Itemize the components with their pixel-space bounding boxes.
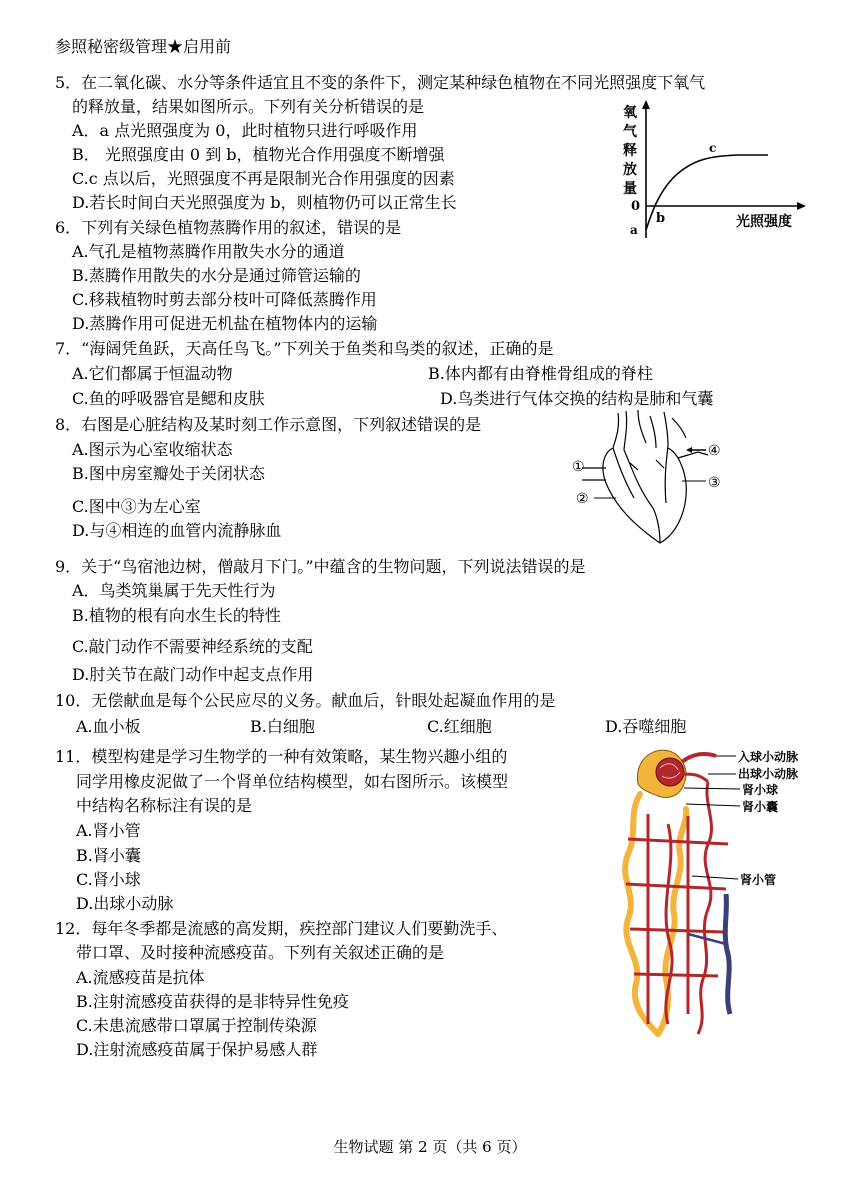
q10-option-b: B.白细胞	[250, 717, 315, 736]
q11-option-d: D.出球小动脉	[76, 894, 174, 913]
graph-ylabel-char: 放	[623, 162, 637, 178]
q6-option-c: C.移栽植物时剪去部分枝叶可降低蒸腾作用	[72, 290, 377, 309]
q11-option-b: B.肾小囊	[76, 846, 141, 865]
q8-stem: 8．右图是心脏结构及某时刻工作示意图，下列叙述错误的是	[55, 415, 482, 434]
capillary-network	[626, 782, 728, 1034]
page-footer: 生物试题 第 2 页（共 6 页）	[333, 1138, 527, 1156]
label-bowman-capsule: 肾小囊	[742, 800, 779, 814]
q6-stem: 6．下列有关绿色植物蒸腾作用的叙述，错误的是	[55, 218, 402, 237]
graph-point-a: a	[630, 223, 638, 237]
oxygen-light-graph	[618, 98, 808, 243]
q11-stem-line-2: 同学用橡皮泥做了一个肾单位结构模型，如右图所示。该模型	[76, 772, 509, 791]
q9-stem: 9．关于“鸟宿池边树，僧敲月下门。”中蕴含的生物问题，下列说法错误的是	[55, 557, 586, 576]
graph-y-arrow	[642, 100, 650, 109]
q5-option-a: A．a 点光照强度为 0，此时植物只进行呼吸作用	[72, 121, 418, 140]
q7-option-a: A.它们都属于恒温动物	[72, 364, 233, 383]
heart-diagram	[568, 408, 748, 548]
heart-label-4: ④	[708, 443, 721, 459]
q12-stem-line-2: 带口罩、及时接种流感疫苗。下列有关叙述正确的是	[76, 943, 445, 962]
graph-point-c: c	[709, 141, 717, 155]
q8-option-d: D.与④相连的血管内流静脉血	[72, 521, 282, 540]
graph-ylabel-char: 释	[623, 143, 637, 159]
label-efferent-arteriole: 出球小动脉	[738, 767, 799, 781]
q10-option-d: D.吞噬细胞	[605, 717, 687, 736]
q12-stem-line-1: 12．每年冬季都是流感的高发期，疾控部门建议人们要勤洗手、	[55, 919, 508, 938]
graph-x-arrow	[797, 202, 806, 210]
q12-option-a: A.流感疫苗是抗体	[76, 968, 205, 987]
q6-option-a: A.气孔是植物蒸腾作用散失水分的通道	[72, 242, 345, 261]
graph-point-b: b	[656, 211, 666, 226]
q5-option-b: B． 光照强度由 0 到 b，植物光合作用强度不断增强	[72, 145, 445, 164]
q11-stem-line-3: 中结构名称标注有误的是	[76, 796, 253, 815]
graph-origin-label: 0	[631, 199, 641, 214]
nephron-model-diagram	[608, 744, 818, 1049]
q5-stem-line-2: 的释放量，结果如图所示。下列有关分析错误的是	[72, 97, 425, 116]
label-tubule: 肾小管	[740, 873, 777, 887]
q8-option-a: A.图示为心室收缩状态	[72, 440, 233, 459]
q10-option-c: C.红细胞	[427, 717, 492, 736]
q9-option-c: C.敲门动作不需要神经系统的支配	[72, 637, 313, 656]
afferent-arteriole	[682, 754, 716, 762]
q11-option-a: A.肾小管	[76, 821, 141, 840]
graph-x-label: 光照强度	[736, 214, 792, 230]
confidentiality-header: 参照秘密级管理★启用前	[55, 37, 232, 56]
q6-option-b: B.蒸腾作用散失的水分是通过筛管运输的	[72, 266, 361, 285]
q12-option-b: B.注射流感疫苗获得的是非特异性免疫	[76, 992, 349, 1011]
q10-option-a: A.血小板	[76, 717, 141, 736]
graph-ylabel-char: 氧	[623, 105, 637, 121]
q12-option-c: C.未患流感带口罩属于控制传染源	[76, 1016, 317, 1035]
heart-label-1: ①	[572, 459, 585, 475]
q9-option-a: A．鸟类筑巢属于先天性行为	[72, 581, 276, 600]
renal-vein	[725, 894, 730, 1014]
q11-option-c: C.肾小球	[76, 870, 141, 889]
heart-outline	[582, 410, 708, 543]
q7-option-b: B.体内都有由脊椎骨组成的脊柱	[428, 364, 653, 383]
heart-label-3: ③	[708, 475, 721, 491]
q6-option-d: D.蒸腾作用可促进无机盐在植物体内的运输	[72, 314, 378, 333]
q9-option-b: B.植物的根有向水生长的特性	[72, 606, 281, 625]
q7-option-c: C.鱼的呼吸器官是鳃和皮肤	[72, 389, 265, 408]
q7-stem: 7．“海阔凭鱼跃，天高任鸟飞。”下列关于鱼类和鸟类的叙述，正确的是	[55, 339, 554, 358]
q10-stem: 10．无偿献血是每个公民应尽的义务。献血后，针眼处起凝血作用的是	[55, 691, 556, 710]
q5-option-d: D.若长时间白天光照强度为 b，则植物仍可以正常生长	[72, 193, 457, 212]
label-afferent-arteriole: 入球小动脉	[738, 750, 799, 764]
graph-ylabel-char: 气	[623, 124, 637, 140]
q12-option-d: D.注射流感疫苗属于保护易感人群	[76, 1040, 318, 1059]
graph-ylabel-char: 量	[623, 181, 637, 197]
q5-option-c: C.c 点以后，光照强度不再是限制光合作用强度的因素	[72, 169, 455, 188]
q5-stem-line-1: 5．在二氧化碳、水分等条件适宜且不变的条件下，测定某种绿色植物在不同光照强度下氧气	[55, 73, 706, 92]
q7-option-d: D.鸟类进行气体交换的结构是肺和气囊	[440, 389, 714, 408]
tubule	[625, 794, 686, 1034]
q8-option-b: B.图中房室瓣处于关闭状态	[72, 464, 265, 483]
heart-label-2: ②	[576, 491, 589, 507]
q11-stem-line-1: 11．模型构建是学习生物学的一种有效策略，某生物兴趣小组的	[55, 747, 508, 766]
q8-option-c: C.图中③为左心室	[72, 497, 201, 516]
label-glomerulus: 肾小球	[742, 783, 779, 797]
q9-option-d: D.肘关节在敲门动作中起支点作用	[72, 665, 314, 684]
